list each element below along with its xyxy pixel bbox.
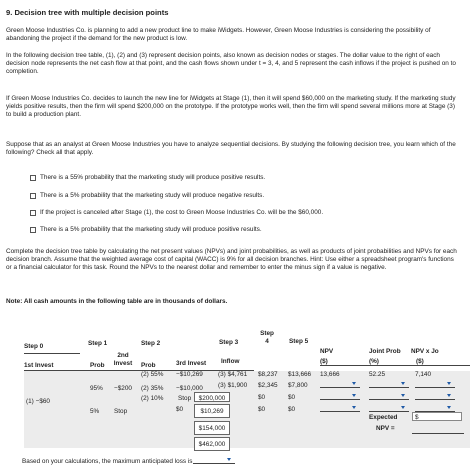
option-3[interactable] — [30, 209, 323, 217]
row3-stage-1: (1) −$60 — [26, 398, 50, 405]
box-462000: $462,000 — [194, 437, 230, 451]
scenario-paragraph: If Green Moose Industries Co. decides to launch the new line for iWidgets at Stage (1), then it will spend $60,000 on the marketing study. If the marketing study yields positive results, then the firm will spend $200,000 on the prototype. If the prototype works well, then the firm will spend several millions more at Stage (3) to build a production plant. — [6, 95, 456, 118]
row2-invest-2: −$200 — [114, 385, 132, 392]
checkbox-2[interactable] — [30, 193, 36, 199]
option-1-label: There is a 55% probability that the marketing study will produce positive results. — [40, 174, 266, 181]
row4-invest-2: Stop — [114, 408, 128, 415]
box-10269: $10,269 — [194, 404, 230, 418]
header-npvxjp-unit: ($) — [416, 358, 424, 365]
npv-equals-label: NPV = — [376, 425, 395, 432]
header-step-1: Step 1 — [88, 340, 108, 347]
header-npv: NPV — [320, 348, 334, 355]
subheader-1st-invest: 1st Invest — [24, 362, 54, 369]
footer-question: Based on your calculations, the maximum anticipated loss is — [22, 458, 193, 465]
row4-cf4: $0 — [258, 406, 266, 413]
header-joint-prob: Joint Prob — [369, 348, 401, 355]
header-divider — [24, 353, 80, 354]
checkbox-1[interactable] — [30, 175, 36, 181]
row2-cf4: $2,345 — [258, 382, 278, 389]
checkbox-4[interactable] — [30, 227, 36, 233]
option-4[interactable] — [30, 226, 262, 234]
row3-cf5: $0 — [288, 394, 296, 401]
question-paragraph: Suppose that as an analyst at Green Moose Industries you have to analyze sequential decisions. By studying the following decision tree, you learn which of the following? Check all that apply. — [6, 141, 456, 156]
row2-cf5: $7,800 — [288, 382, 308, 389]
expected-dollar-sign: $ — [415, 414, 419, 421]
row3-joint-dropdown[interactable] — [369, 393, 409, 400]
intro-paragraph: Green Moose Industries Co. is planning to add a new product line to make iWidgets. However, Green Moose Industries is considering the possibility of abandoning the project if the demand for the new product is low. — [6, 27, 431, 42]
row4-npv-dropdown[interactable] — [320, 405, 360, 412]
option-2-label: There is a 5% probability that the marketing study will produce negative results. — [40, 192, 265, 199]
row2-product-dropdown[interactable] — [415, 381, 455, 388]
header-joint-unit: (%) — [369, 358, 379, 365]
checkbox-3[interactable] — [30, 210, 36, 216]
row3-product-dropdown[interactable] — [415, 393, 455, 400]
row1-invest-3: −$10,269 — [176, 371, 203, 378]
row2-npv-dropdown[interactable] — [320, 381, 360, 388]
row4-product-dropdown[interactable] — [415, 405, 455, 412]
npv-underline — [320, 365, 470, 366]
row1-cf4: $8,237 — [258, 371, 278, 378]
row1-product: 7,140 — [415, 371, 431, 378]
row4-cf5: $0 — [288, 406, 296, 413]
row3-npv-dropdown[interactable] — [320, 393, 360, 400]
option-3-label: If the project is canceled after Stage (1), the cost to Green Moose Industries Co. will be the $60,000. — [40, 209, 324, 216]
subheader-2nd-invest: 2nd Invest — [113, 352, 133, 367]
row2-invest-3: −$10,000 — [176, 385, 203, 392]
header-step-3: Step 3 — [219, 339, 239, 346]
header-npv-unit: ($) — [320, 358, 328, 365]
row3-cf4: $0 — [258, 394, 266, 401]
max-loss-dropdown[interactable] — [193, 457, 235, 464]
expected-underline — [412, 433, 464, 434]
header-npvxjp: NPV x Jo — [411, 348, 439, 355]
row4-joint-dropdown[interactable] — [369, 405, 409, 412]
row1-npv: 13,666 — [320, 371, 340, 378]
note-text: Note: All cash amounts in the following table are in thousands of dollars. — [6, 298, 228, 305]
expected-npv-input[interactable] — [412, 412, 462, 421]
row4-prob-1: 5% — [90, 408, 100, 415]
header-step-0: Step 0 — [24, 343, 44, 350]
row2-prob-1: 95% — [90, 385, 103, 392]
option-2[interactable] — [30, 192, 264, 200]
option-1[interactable] — [30, 174, 265, 182]
row1-stage-3: (3) $4,761 — [218, 371, 248, 378]
decision-tree-paragraph: In the following decision tree table, (1), (2) and (3) represent decision points, also known as decision nodes or stages. The dollar value to the right of each decision node represents the net cash flow at that point, and the cash flows shown under t = 3, 4, and 5 represent the cash inflows if the project is pushed on to completion. — [6, 52, 456, 75]
row2-prob-2: (2) 35% — [141, 385, 164, 392]
instructions-paragraph: Complete the decision tree table by calculating the net present values (NPVs) and joint probabilities, as well as products of joint probabilities and NPVs for each decision branch. Assume that the weighted average cost of capital (WACC) is 9% for all decision branches. Hint: Use either a spreadsheet program's functions or a financial calculator for this task. Round the NPVs to the nearest dollar and remember to enter the minus sign if a value is negative. — [6, 248, 457, 271]
expected-label: Expected — [369, 414, 398, 421]
question-title: 9. Decision tree with multiple decision points — [6, 8, 169, 17]
header-step-4: Step 4 — [260, 330, 274, 345]
subheader-3rd-invest: 3rd Invest — [176, 360, 207, 367]
row2-stage-3: (3) $1,900 — [218, 382, 248, 389]
row4-invest-3: $0 — [176, 406, 184, 413]
row1-prob-2: (2) 55% — [141, 371, 164, 378]
row1-cf5: $13,666 — [288, 371, 312, 378]
row3-invest-3: Stop — [178, 395, 192, 402]
row1-joint-prob: 52.25 — [369, 371, 385, 378]
option-4-label: There is a 5% probability that the marketing study will produce positive results. — [40, 226, 262, 233]
box-154000: $154,000 — [194, 421, 230, 435]
subheader-prob-1: Prob — [90, 362, 105, 369]
subheader-prob-2: Prob — [141, 362, 156, 369]
subheader-inflow: Inflow — [221, 358, 240, 365]
stage-2-box-200000: $200,000 — [194, 392, 230, 402]
row3-prob-2: (2) 10% — [141, 395, 164, 402]
header-step-2: Step 2 — [141, 340, 161, 347]
header-step-5: Step 5 — [289, 338, 309, 345]
row2-joint-dropdown[interactable] — [369, 381, 409, 388]
